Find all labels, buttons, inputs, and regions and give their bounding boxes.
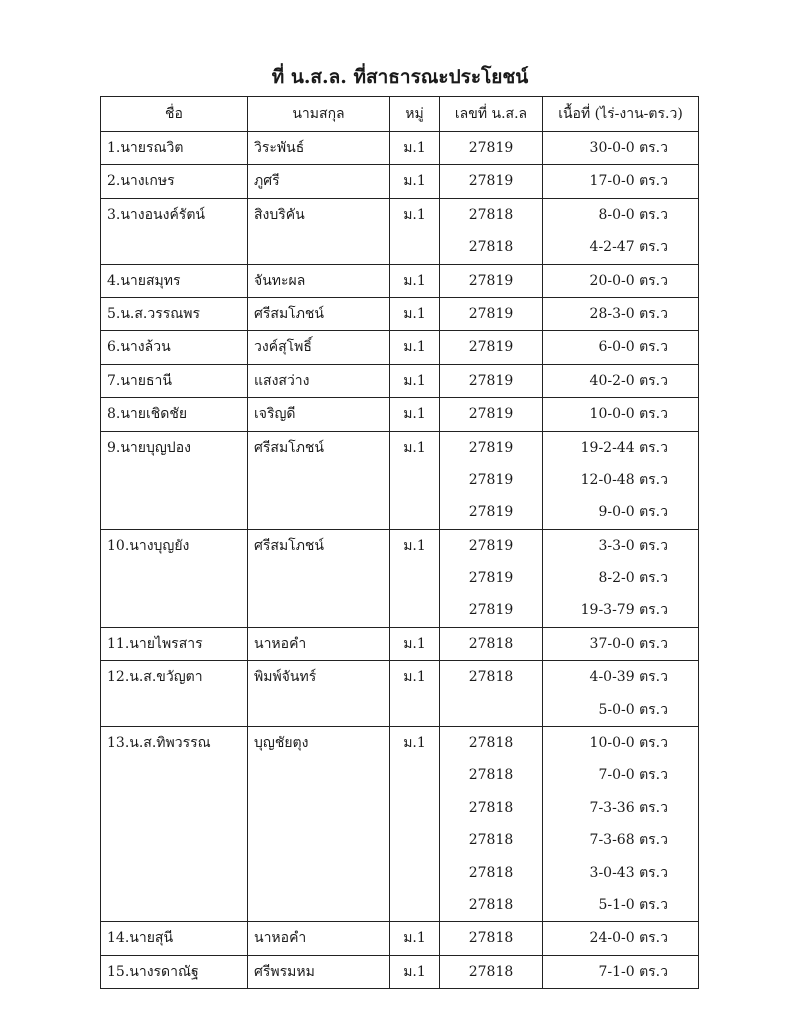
moo-cell — [390, 529, 440, 627]
land-table — [100, 96, 699, 989]
surname-cell-value: ศรีสมโภชน์ — [254, 305, 324, 322]
deed-no-cell — [440, 955, 543, 988]
name-cell — [101, 529, 248, 627]
table-row — [101, 398, 699, 431]
area-cell — [543, 922, 699, 955]
table-row — [101, 198, 699, 264]
table-row — [101, 922, 699, 955]
name-cell-value: 7.นายธานี — [107, 372, 172, 389]
area-cell — [543, 398, 699, 431]
area-cell-value: 3-0-43 ตร.ว — [589, 864, 668, 881]
deed-no-cell-value: 27819 — [468, 570, 514, 587]
surname-cell-value: วงค์สุโพธิ์ — [254, 339, 312, 356]
moo-cell — [390, 727, 440, 922]
deed-no-cell-value: 27819 — [468, 504, 514, 521]
surname-cell-value: บุญชัยตุง — [254, 735, 309, 752]
table-row — [101, 431, 699, 529]
table-row — [101, 955, 699, 988]
name-cell-value: 14.นายสุนี — [107, 930, 174, 947]
surname-cell-value: ศรีสมโภชน์ — [254, 537, 324, 554]
deed-no-cell-value: 27818 — [468, 767, 514, 784]
surname-cell-value: แสงสว่าง — [254, 372, 310, 389]
name-cell-value: 11.นายไพรสาร — [107, 635, 203, 652]
area-cell-value: 6-0-0 ตร.ว — [598, 339, 668, 356]
name-cell — [101, 331, 248, 364]
deed-no-cell — [440, 297, 543, 330]
surname-cell — [248, 727, 390, 922]
area-cell — [543, 264, 699, 297]
moo-cell — [390, 331, 440, 364]
area-cell-value: 28-3-0 ตร.ว — [589, 305, 668, 322]
deed-no-cell-value: 27819 — [468, 272, 514, 289]
area-cell — [543, 627, 699, 660]
surname-cell — [248, 198, 390, 264]
moo-cell — [390, 364, 440, 397]
moo-cell — [390, 264, 440, 297]
area-cell — [543, 331, 699, 364]
surname-cell — [248, 627, 390, 660]
area-cell — [543, 955, 699, 988]
moo-cell-value: ม.1 — [403, 735, 426, 752]
deed-no-cell-value: 27818 — [468, 799, 514, 816]
surname-cell — [248, 922, 390, 955]
moo-cell — [390, 661, 440, 727]
table-row — [101, 364, 699, 397]
area-cell-value: 19-2-44 ตร.ว — [580, 439, 668, 456]
area-cell-value: 19-3-79 ตร.ว — [580, 602, 668, 619]
name-cell — [101, 297, 248, 330]
moo-cell-value: ม.1 — [403, 272, 426, 289]
surname-cell-value: พิมพ์จันทร์ — [254, 669, 317, 686]
name-cell-value: 6.นางล้วน — [107, 339, 171, 356]
page-title: ที่ น.ส.ล. ที่สาธารณะประโยชน์ — [271, 66, 529, 88]
area-cell — [543, 132, 699, 165]
surname-cell — [248, 661, 390, 727]
deed-no-cell — [440, 364, 543, 397]
surname-cell — [248, 331, 390, 364]
deed-no-cell-value: 27819 — [468, 140, 514, 156]
moo-cell — [390, 431, 440, 529]
surname-cell-value: ศรีพรมหม — [254, 963, 315, 980]
deed-no-cell-value: 27819 — [468, 406, 514, 423]
surname-cell — [248, 165, 390, 198]
moo-cell — [390, 955, 440, 988]
name-cell — [101, 922, 248, 955]
deed-no-cell-value: 27819 — [468, 537, 514, 554]
name-cell — [101, 627, 248, 660]
deed-no-cell-value: 27818 — [468, 206, 514, 223]
moo-cell — [390, 198, 440, 264]
area-cell — [543, 364, 699, 397]
table-row — [101, 264, 699, 297]
table-body — [101, 132, 699, 989]
name-cell — [101, 398, 248, 431]
area-cell-value: 7-0-0 ตร.ว — [598, 767, 668, 784]
area-cell-value: 12-0-48 ตร.ว — [580, 471, 668, 488]
table-row — [101, 297, 699, 330]
table-row — [101, 529, 699, 627]
deed-no-cell-value: 27818 — [468, 735, 514, 752]
area-cell-value: 9-0-0 ตร.ว — [598, 504, 668, 521]
table-row — [101, 331, 699, 364]
table-row — [101, 627, 699, 660]
moo-cell-value: ม.1 — [403, 406, 426, 423]
moo-cell-value: ม.1 — [403, 963, 426, 980]
surname-cell-value: สิงบริคัน — [254, 206, 305, 223]
deed-no-cell-value: 27818 — [468, 669, 514, 686]
name-cell — [101, 364, 248, 397]
surname-cell-value: จันทะผล — [254, 272, 306, 289]
deed-no-cell-value: 27819 — [468, 305, 514, 322]
area-cell-value: 8-0-0 ตร.ว — [598, 206, 668, 223]
deed-no-cell-value: 27818 — [468, 832, 514, 849]
moo-cell-value: ม.1 — [403, 206, 426, 223]
name-cell-value: 12.น.ส.ขวัญตา — [107, 669, 203, 686]
moo-cell-value: ม.1 — [403, 305, 426, 322]
table-row — [101, 132, 699, 165]
area-cell — [543, 529, 699, 627]
surname-cell-value: ศรีสมโภชน์ — [254, 439, 324, 456]
deed-no-cell — [440, 398, 543, 431]
header-moo: หมู่ — [390, 97, 440, 132]
deed-no-cell — [440, 529, 543, 627]
surname-cell — [248, 264, 390, 297]
deed-no-cell — [440, 727, 543, 922]
deed-no-cell — [440, 661, 543, 727]
deed-no-cell-value: 27818 — [468, 963, 514, 980]
moo-cell — [390, 165, 440, 198]
area-cell-value: 37-0-0 ตร.ว — [589, 635, 668, 652]
deed-no-cell — [440, 922, 543, 955]
name-cell — [101, 264, 248, 297]
surname-cell — [248, 529, 390, 627]
moo-cell-value: ม.1 — [403, 372, 426, 389]
deed-no-cell — [440, 165, 543, 198]
name-cell-value: 4.นายสมุทร — [107, 272, 181, 289]
moo-cell-value: ม.1 — [403, 930, 426, 947]
deed-no-cell-value: 27819 — [468, 372, 514, 389]
deed-no-cell-value: 27819 — [468, 173, 514, 190]
area-cell — [543, 727, 699, 922]
area-cell — [543, 297, 699, 330]
surname-cell-value: ภูศรี — [254, 173, 280, 190]
deed-no-cell-value: 27818 — [468, 930, 514, 947]
name-cell — [101, 661, 248, 727]
name-cell-value: 1.นายรณวิต — [107, 140, 184, 156]
header-area: เนื้อที่ (ไร่-งาน-ตร.ว) — [543, 97, 699, 132]
name-cell — [101, 132, 248, 165]
name-cell — [101, 955, 248, 988]
name-cell-value: 8.นายเชิดชัย — [107, 406, 188, 423]
area-cell-value: 4-2-47 ตร.ว — [589, 239, 668, 256]
moo-cell-value: ม.1 — [403, 140, 426, 156]
name-cell-value: 2.นางเกษร — [107, 173, 175, 190]
area-cell-value: 20-0-0 ตร.ว — [589, 272, 668, 289]
surname-cell — [248, 132, 390, 165]
surname-cell-value: วิระพันธ์ — [254, 140, 305, 156]
area-cell-value: 4-0-39 ตร.ว — [589, 669, 668, 686]
name-cell-value: 10.นางบุญยัง — [107, 537, 190, 554]
moo-cell — [390, 922, 440, 955]
name-cell-value: 5.น.ส.วรรณพร — [107, 305, 201, 322]
deed-no-cell — [440, 264, 543, 297]
surname-cell-value: นาหอคำ — [254, 635, 307, 652]
surname-cell-value: เจริญดี — [254, 406, 296, 423]
area-cell-value: 40-2-0 ตร.ว — [589, 372, 668, 389]
moo-cell-value: ม.1 — [403, 537, 426, 554]
area-cell-value: 3-3-0 ตร.ว — [598, 537, 668, 554]
deed-no-cell — [440, 331, 543, 364]
name-cell — [101, 727, 248, 922]
surname-cell — [248, 364, 390, 397]
name-cell-value: 9.นายบุญปอง — [107, 439, 191, 456]
area-cell — [543, 198, 699, 264]
moo-cell-value: ม.1 — [403, 173, 426, 190]
area-cell-value: 7-1-0 ตร.ว — [598, 963, 668, 980]
deed-no-cell-value: 27818 — [468, 864, 514, 881]
moo-cell-value: ม.1 — [403, 439, 426, 456]
header-name: ชื่อ — [101, 97, 248, 132]
area-cell — [543, 661, 699, 727]
name-cell-value: 13.น.ส.ทิพวรรณ — [107, 735, 211, 752]
moo-cell — [390, 132, 440, 165]
area-cell-value: 10-0-0 ตร.ว — [589, 406, 668, 423]
moo-cell-value: ม.1 — [403, 669, 426, 686]
deed-no-cell-value: 27818 — [468, 896, 514, 913]
area-cell-value: 5-1-0 ตร.ว — [598, 896, 668, 913]
deed-no-cell-value: 27818 — [468, 239, 514, 256]
deed-no-cell-value: 27819 — [468, 602, 514, 619]
name-cell — [101, 165, 248, 198]
area-cell-value: 24-0-0 ตร.ว — [589, 930, 668, 947]
name-cell — [101, 431, 248, 529]
name-cell-value: 3.นางอนงค์รัตน์ — [107, 206, 205, 223]
deed-no-cell-value: 27818 — [468, 635, 514, 652]
deed-no-cell — [440, 627, 543, 660]
area-cell-value: 10-0-0 ตร.ว — [589, 735, 668, 752]
surname-cell — [248, 297, 390, 330]
area-cell-value: 8-2-0 ตร.ว — [598, 570, 668, 587]
surname-cell — [248, 431, 390, 529]
area-cell-value: 7-3-68 ตร.ว — [589, 832, 668, 849]
area-cell-value: 17-0-0 ตร.ว — [589, 173, 668, 190]
deed-no-cell — [440, 431, 543, 529]
header-surname: นามสกุล — [248, 97, 390, 132]
table-row — [101, 727, 699, 922]
name-cell — [101, 198, 248, 264]
table-row — [101, 165, 699, 198]
table-row — [101, 661, 699, 727]
area-cell — [543, 431, 699, 529]
area-cell-value: 30-0-0 ตร.ว — [589, 140, 668, 156]
table-header-row — [101, 97, 699, 132]
area-cell-value: 5-0-0 ตร.ว — [598, 701, 668, 718]
area-cell — [543, 165, 699, 198]
deed-no-cell-value: 27819 — [468, 339, 514, 356]
deed-no-cell-value: 27819 — [468, 471, 514, 488]
deed-no-cell — [440, 198, 543, 264]
surname-cell-value: นาหอคำ — [254, 930, 307, 947]
deed-no-cell — [440, 132, 543, 165]
header-deed-no: เลขที่ น.ส.ล — [440, 97, 543, 132]
name-cell-value: 15.นางรดาณัฐ — [107, 963, 199, 980]
moo-cell-value: ม.1 — [403, 339, 426, 356]
moo-cell — [390, 627, 440, 660]
area-cell-value: 7-3-36 ตร.ว — [589, 799, 668, 816]
deed-no-cell-value: 27819 — [468, 439, 514, 456]
surname-cell — [248, 955, 390, 988]
moo-cell — [390, 398, 440, 431]
surname-cell — [248, 398, 390, 431]
moo-cell-value: ม.1 — [403, 635, 426, 652]
moo-cell — [390, 297, 440, 330]
